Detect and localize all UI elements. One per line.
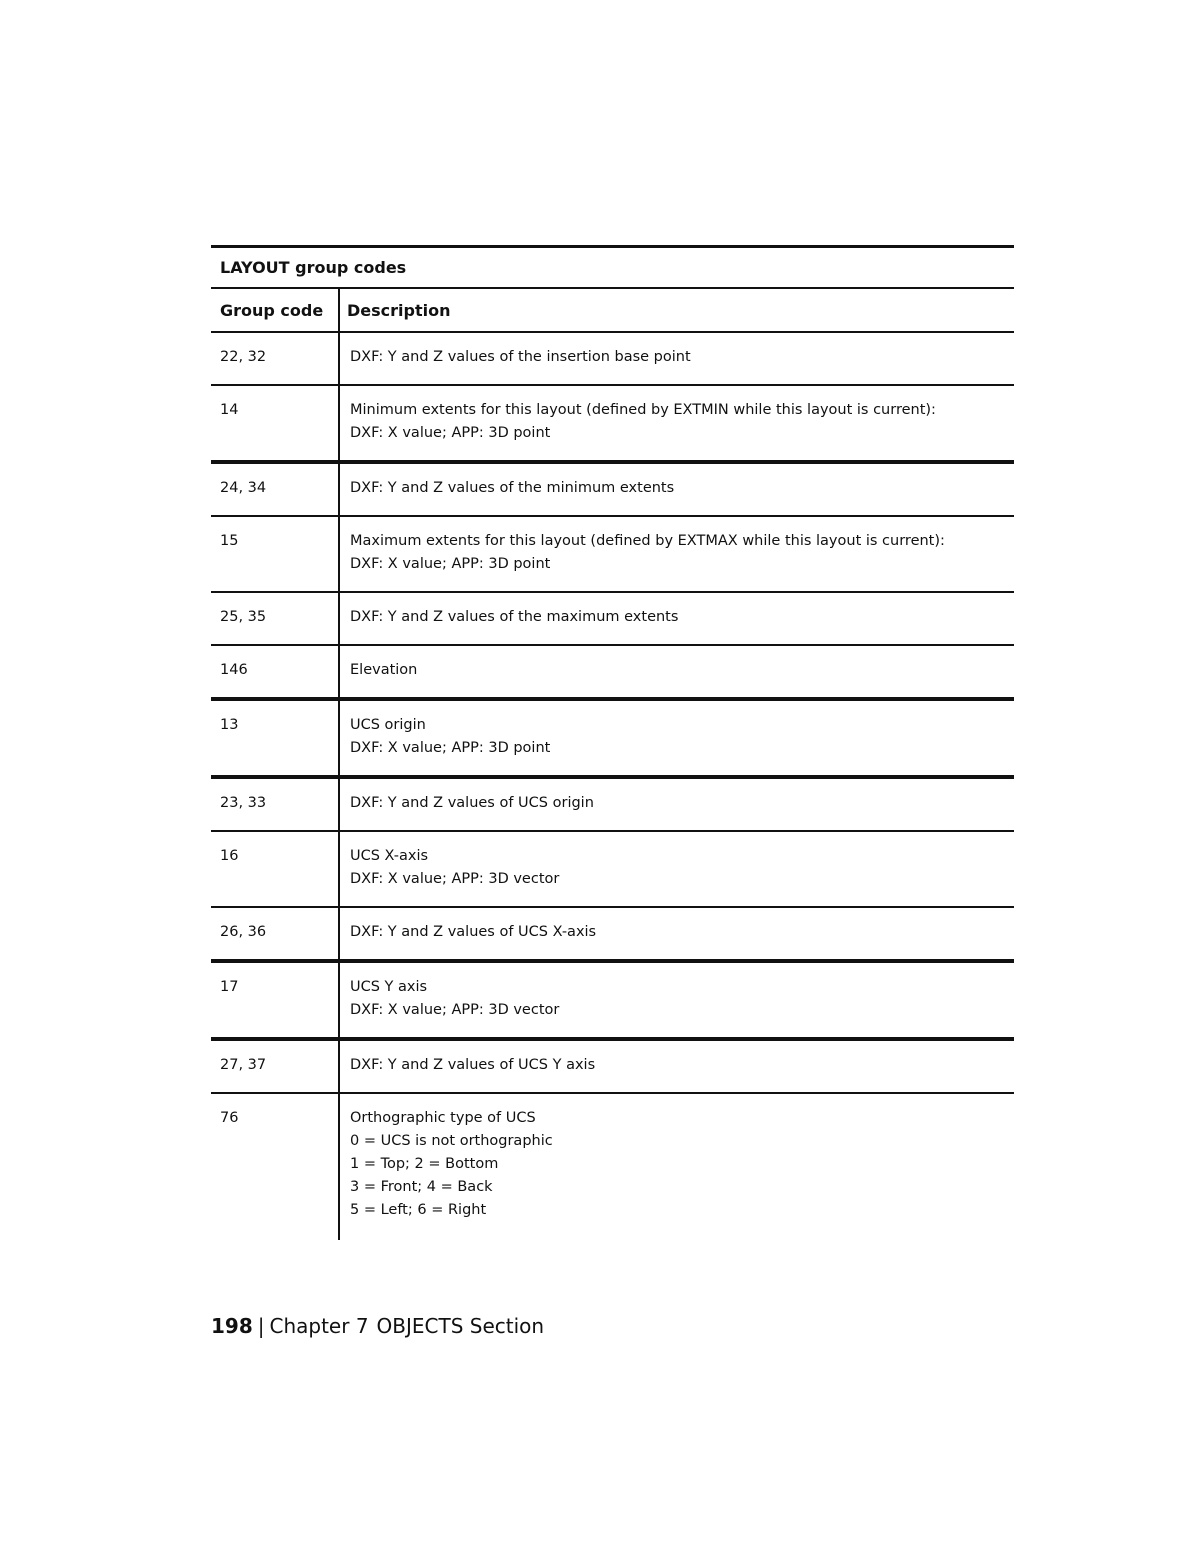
table-row xyxy=(211,384,1014,460)
table-header-row xyxy=(211,287,1014,331)
header-description: Description xyxy=(347,300,451,320)
table-caption: LAYOUT group codes xyxy=(211,245,1014,287)
page-footer xyxy=(211,1314,544,1338)
description-line: DXF: X value; APP: 3D point xyxy=(350,556,551,572)
group-code-cell: 22, 32 xyxy=(211,333,340,384)
table-row xyxy=(211,697,1014,775)
table-row xyxy=(211,591,1014,644)
group-code-cell: 146 xyxy=(211,646,340,697)
description-cell xyxy=(340,701,1014,775)
page-number: 198 xyxy=(211,1314,253,1338)
table-row xyxy=(211,959,1014,1037)
group-code-cell: 25, 35 xyxy=(211,593,340,644)
description-line: 0 = UCS is not orthographic xyxy=(350,1133,553,1149)
section-title: OBJECTS Section xyxy=(376,1314,545,1338)
description-line: Elevation xyxy=(350,662,418,678)
description-line: Maximum extents for this layout (defined by EXTMAX while this layout is current): xyxy=(350,533,945,549)
description-line: Orthographic type of UCS xyxy=(350,1110,536,1126)
description-line: 5 = Left; 6 = Right xyxy=(350,1202,487,1218)
description-line: UCS X-axis xyxy=(350,848,429,864)
description-cell xyxy=(340,333,1014,384)
table-row xyxy=(211,1092,1014,1240)
description-line: 3 = Front; 4 = Back xyxy=(350,1179,493,1195)
description-line: DXF: Y and Z values of UCS X-axis xyxy=(350,924,597,940)
group-code-cell: 14 xyxy=(211,386,340,460)
description-cell xyxy=(340,779,1014,830)
table-row xyxy=(211,906,1014,959)
table-row xyxy=(211,775,1014,830)
description-cell xyxy=(340,908,1014,959)
description-cell xyxy=(340,963,1014,1037)
description-line: DXF: X value; APP: 3D point xyxy=(350,425,551,441)
description-line: DXF: Y and Z values of UCS Y axis xyxy=(350,1057,596,1073)
group-code-cell: 26, 36 xyxy=(211,908,340,959)
table-row xyxy=(211,331,1014,384)
description-line: DXF: Y and Z values of UCS origin xyxy=(350,795,594,811)
description-line: DXF: X value; APP: 3D point xyxy=(350,740,551,756)
group-code-cell: 24, 34 xyxy=(211,464,340,515)
description-cell xyxy=(340,593,1014,644)
description-line: DXF: Y and Z values of the minimum extents xyxy=(350,480,675,496)
group-code-cell: 76 xyxy=(211,1094,340,1240)
description-line: 1 = Top; 2 = Bottom xyxy=(350,1156,499,1172)
description-line: UCS Y axis xyxy=(350,979,428,995)
description-cell xyxy=(340,832,1014,906)
description-cell xyxy=(340,1094,1014,1240)
description-cell xyxy=(340,386,1014,460)
group-code-cell: 23, 33 xyxy=(211,779,340,830)
description-cell xyxy=(340,464,1014,515)
group-code-cell: 17 xyxy=(211,963,340,1037)
description-line: DXF: Y and Z values of the insertion base point xyxy=(350,349,691,365)
layout-group-codes-table xyxy=(211,245,1014,1240)
table-row xyxy=(211,1037,1014,1092)
description-line: DXF: X value; APP: 3D vector xyxy=(350,1002,560,1018)
description-cell xyxy=(340,646,1014,697)
description-cell xyxy=(340,1041,1014,1092)
table-row xyxy=(211,830,1014,906)
group-code-cell: 16 xyxy=(211,832,340,906)
group-code-cell: 27, 37 xyxy=(211,1041,340,1092)
description-line: Minimum extents for this layout (defined by EXTMIN while this layout is current): xyxy=(350,402,936,418)
description-line: DXF: X value; APP: 3D vector xyxy=(350,871,560,887)
description-cell xyxy=(340,517,1014,591)
footer-separator: | xyxy=(257,1314,265,1338)
table-row xyxy=(211,460,1014,515)
group-code-cell: 13 xyxy=(211,701,340,775)
chapter-label: Chapter 7 xyxy=(269,1314,369,1338)
description-line: DXF: Y and Z values of the maximum extents xyxy=(350,609,679,625)
table-row xyxy=(211,515,1014,591)
header-group-code: Group code xyxy=(211,289,340,331)
table-row xyxy=(211,644,1014,697)
group-code-cell: 15 xyxy=(211,517,340,591)
description-line: UCS origin xyxy=(350,717,426,733)
